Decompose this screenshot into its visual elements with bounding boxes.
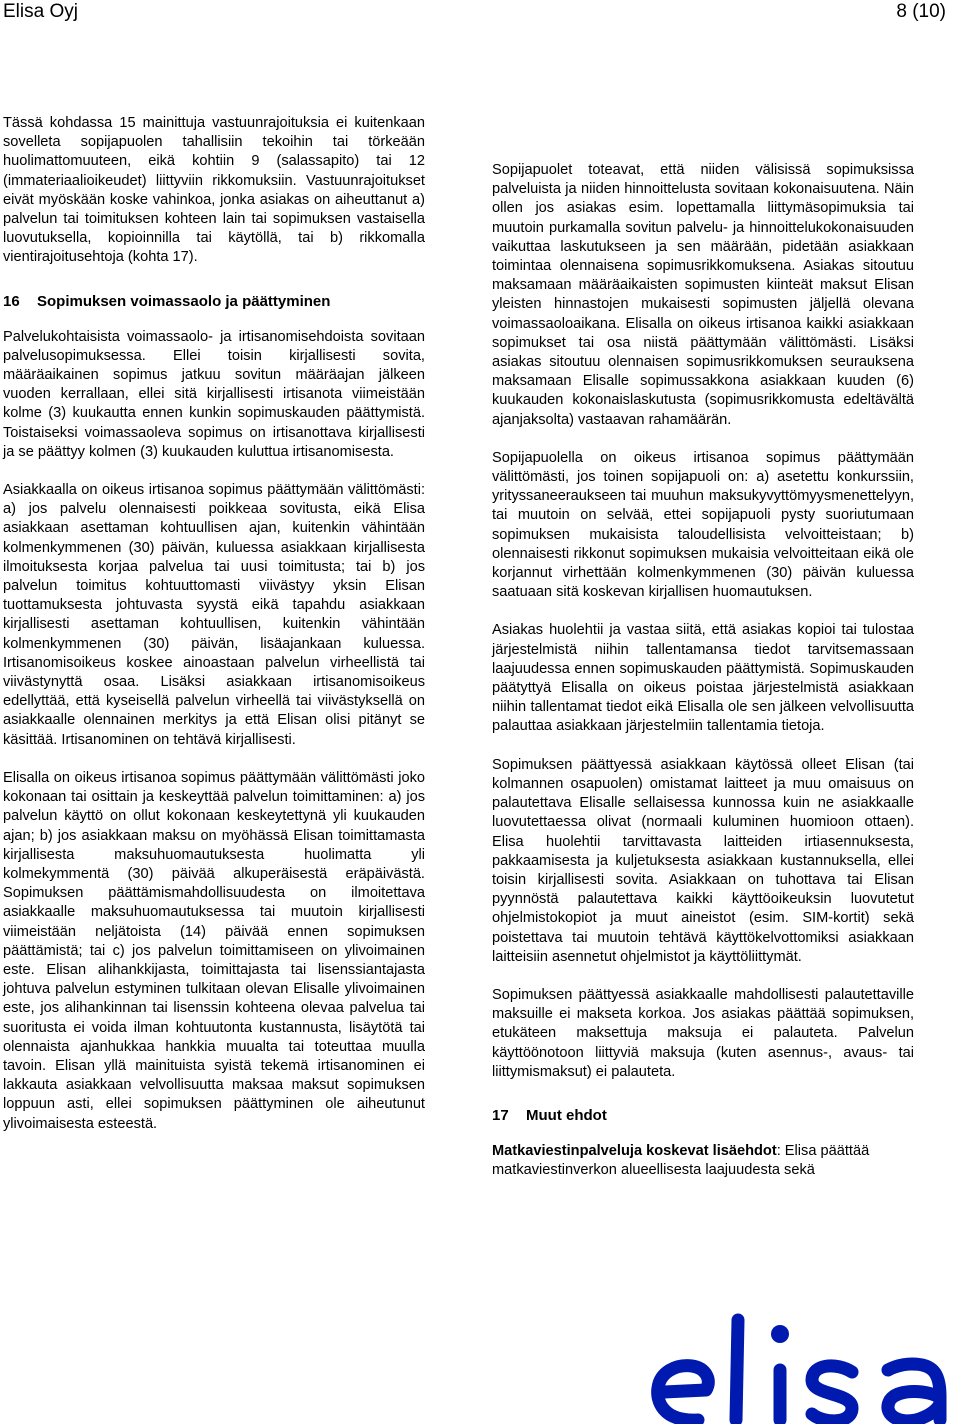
section-heading-17 [492,1106,914,1126]
section-heading-16 [3,292,425,312]
right-column [492,161,914,1199]
company-name: Elisa Oyj [3,1,78,22]
paragraph: Sopijapuolet toteavat, että niiden välisissä sopimuksissa palveluista ja niiden hinnoittelusta sovitaan kokonaisuutena. Näin ollen jos asiakas esim. lopettamalla liittymäsopimuksia tai muutoin purkamalla sovitun palvelu- ja hinnoittelukokonaisuuden vaikuttaa laskutukseen ja sen määrään, pidetään asiakkaan toimintaa olennaisena sopimusrikkomuksena. Asiakas sitoutuu maksamaan määräaikaisten sopimusten kiinteät maksut Elisan yleisten hinnastojen mukaisesti sopimusten jäljellä olevana voimassaoloaikana. Elisalla on oikeus irtisanoa kaikki asiakkaan sopimukset tai osa niistä päättymään välittömästi. Lisäksi asiakas sitoutuu olennaisen sopimusrikkomuksen seurauksena maksamaan Elisalle sopimussakkona asiakkaan kuuden (6) kuukauden kokonaislaskutusta (sopimusrikkomusta edeltävältä ajanjaksolta) vastaavan rahamäärän. [492,162,914,428]
paragraph: Sopijapuolella on oikeus irtisanoa sopimus päättymään välittömästi, jos toinen sopijapuoli on: a) asetettu konkurssiin, yrityssaneeraukseen tai muuhun maksukyvyttömyysmenettelyyn, tai muutoin on selvää, ettei sopijapuoli pysty suoriutumaan sopimuksen mukaisista taloudellisista velvoitteistaan; b) olennaisesti rikkonut sopimuksen mukaisia velvoitteitaan eikä ole korjannut virhettään kolmenkymmenen (30) päivän kuluessa saatuaan sitä koskevan kirjallisen huomautuksen. [492,449,914,601]
paragraph: Asiakas huolehtii ja vastaa siitä, että asiakas kopioi tai tulostaa järjestelmistä niihin tallentamansa tiedot tarvitsemassaan laajuudessa ennen sopimuskauden päättymistä. Sopimuskauden päätyttyä Elisalla on oikeus poistaa järjestelmistä asiakkaan niihin tallentamat tiedot eikä Elisalla ole sen jälkeen velvollisuutta palauttaa asiakkaan järjestelmiin tallentamia tietoja. [492,622,914,735]
paragraph [492,1142,914,1180]
paragraph: Sopimuksen päättyessä asiakkaalle mahdollisesti palautettaville maksuille ei makseta korkoa. Jos asiakas päättää sopimuksen, etukäteen maksettuja maksuja ei palauteta. Palvelun käyttöönotoon liittyviä maksuja (kuten asennus-, avaus- tai liittymismaksut) ei palauteta. [492,986,914,1080]
elisa-logo [640,1300,950,1424]
page-header [3,0,946,30]
bold-lead: Matkaviestinpalveluja koskevat lisäehdot [492,1142,777,1159]
section-number: 17 [492,1106,509,1124]
paragraph: Palvelukohtaisista voimassaolo- ja irtisanomisehdoista sovitaan palvelusopimuksessa. Ellei toisin kirjallisesti sovita, määräaikainen sopimus jatkuu sovitun määräajan jälkeen vuoden kerrallaan, ellei sitä kirjallisesti irtisanota viimeistään kolme (3) kuukautta ennen kunkin sopimuskauden päättymistä. Toistaiseksi voimassaoleva sopimus on irtisanottava kirjallisesti ja se päättyy kolmen (3) kuukauden kuluttua irtisanomisesta. [3,328,425,460]
paragraph-text: : Elisa päättää matkaviestinverkon alueellisesta laajuudesta sekä [492,1142,870,1179]
paragraph: Asiakkaalla on oikeus irtisanoa sopimus päättymään välittömästi: a) jos palvelu olennaisesti poikkeaa sovitusta, eikä Elisa asiakkaan asettaman kohtuullisen ajan, kuitenkin vähintään kolmenkymmenen (30) päivän, kuluessa asiakkaan kirjallisesta ilmoituksesta korjaa palvelua tai uusi toimitusta; tai b) jos palvelun toimitus kohtuuttomasti viivästyy yksin Elisan tuottamuksesta johtuvasta syystä eikä tapahdu asiakkaan kirjallisesti asettaman kohtuullisen, kuitenkin vähintään kolmenkymmenen (30) päivän, lisäajankaan kuluessa. Irtisanomisoikeus koskee ainoastaan palvelun virheellistä tai viivästynyttä osaa. Lisäksi asiakkaan irtisanomisoikeus edellyttää, että kyseisellä palvelun virheellä tai viivästyksellä on asiakkaalle olennainen merkitys ja että Elisan olisi pitänyt se käsittää. Irtisanominen on tehtävä kirjallisesti. [3,482,425,748]
section-title: Muut ehdot [526,1106,607,1124]
page-number: 8 (10) [896,1,946,22]
paragraph: Elisalla on oikeus irtisanoa sopimus päättymään välittömästi joko kokonaan tai osittain ja keskeyttää palvelun toimittaminen: a) jos palvelun käyttö on ollut kokonaan keskeytettynä yli kuukauden ajan; b) jos asiakkaan maksu on myöhässä Elisan toimittamasta kirjallisesta maksuhuomautuksesta huolimatta yli kolmekymmentä (30) päivää alkuperäisestä eräpäivästä. Sopimuksen päättämismahdollisuudesta on ilmoitettava asiakkaalle maksuhuomautuksessa tai muutoin kirjallisesti viimeistään neljätoista (14) päivää ennen sopimuksen päättämistä; tai c) jos palvelun toimittamiseen on ylivoimainen este. Elisan alihankkijasta, toimittajasta tai lisenssiantajasta johtuva palvelun estyminen tulkitaan olevan Elisalle ylivoimainen este, jos alihankinnan tai lisenssin kohteena olevaa palvelua tai suoritusta ei voida ilman kohtuutonta kustannusta, lisäytötä tai olennaista ajanhukkaa hankkia muualta tai toteuttaa muulla tavoin. Elisan yllä mainituista syistä tekemä irtisanominen ei lakkauta asiakkaan velvollisuutta maksaa maksut sopimuksen loppuun asti, ellei sopimuksen päättyminen ole aiheutunut ylivoimaisesta esteestä. [3,769,425,1132]
paragraph: Tässä kohdassa 15 mainittuja vastuunrajoituksia ei kuitenkaan sovelleta sopijapuolen tahallisiin tekoihin tai törkeään huolimattomuuteen, eikä kohtiin 9 (salassapito) tai 12 (immateriaalioikeudet) liittyviin rikkomuksiin. Vastuunrajoitukset eivät myöskään koske vahinkoa, jonka asiakas on aiheuttanut a) palvelun tai toimituksen kohteen lain tai sopimuksen vastaisella luovutuksella, kopioinnilla tai käytöllä, tai b) rikkomalla vientirajoitusehtoja (kohta 17). [3,115,425,266]
section-number: 16 [3,292,20,310]
left-column [3,114,425,1153]
paragraph: Sopimuksen päättyessä asiakkaan käytössä olleet Elisan (tai kolmannen osapuolen) omistamat laitteet ja muu omaisuus on palautettava Elisalle sellaisessa kunnossa kuin ne asiakkaalle luovutettaessa olivat (normaali kuluminen huomioon ottaen). Elisa huolehtii tarvittavasta laitteiden irtiasennuksesta, pakkaamisesta ja kuljetuksesta asiakkaan kustannuksella, ellei toisin kirjallisesti sovita. Asiakkaan on tuhottava tai Elisan pyynnöstä palautettava kaikki käyttöoikeuksin luovutetut ohjelmistokopiot ja muut aineistot (esim. SIM-kortit) sekä poistettava tai muutoin tehtävä käyttökelvottomiksi asiakkaan laitteisiin asennetut ohjelmistot ja käyttöliittymät. [492,756,914,965]
section-title: Sopimuksen voimassaolo ja päättyminen [37,292,331,310]
